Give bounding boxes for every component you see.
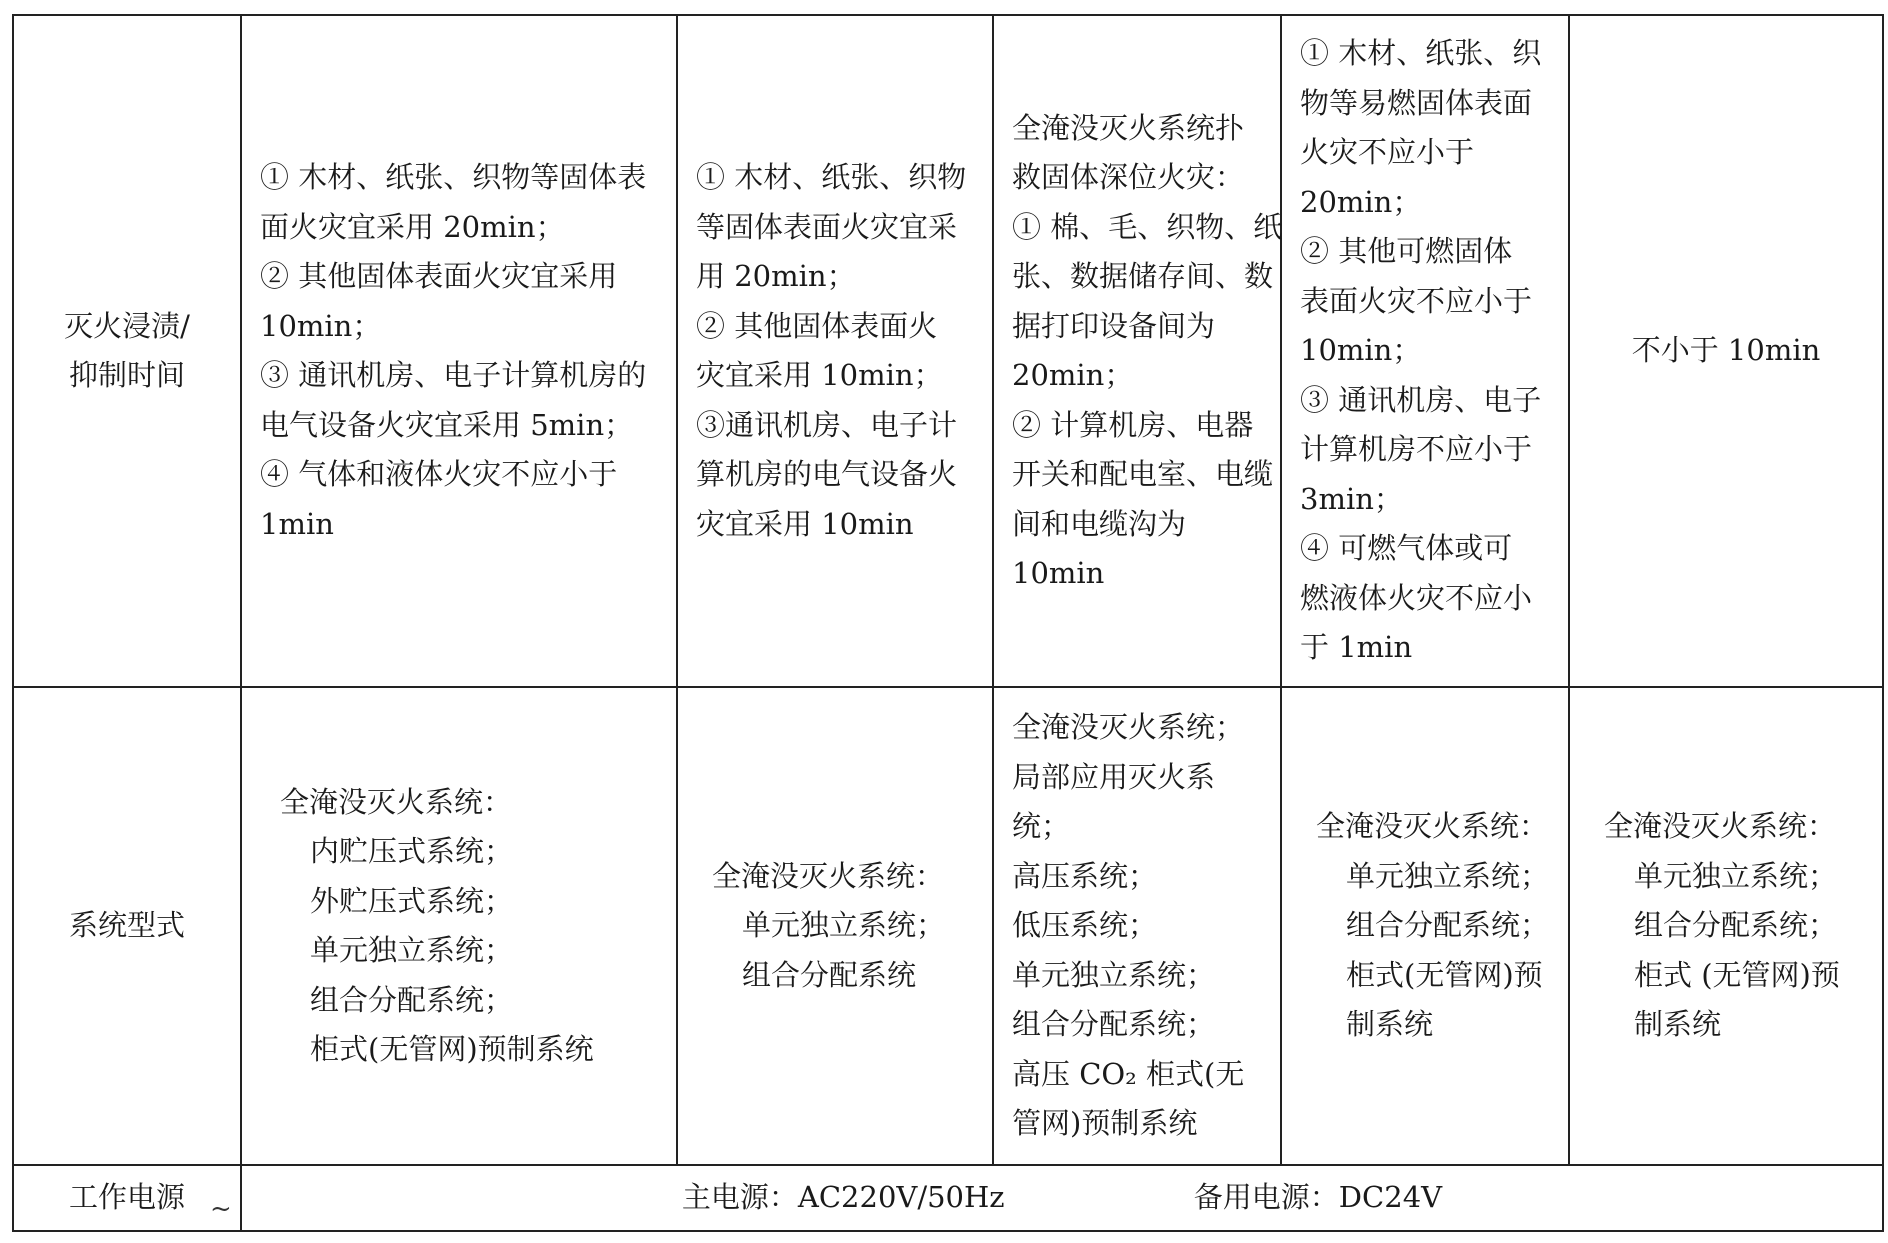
cell-line: 柜式(无管网)预 [1346, 957, 1543, 992]
cell-line: 组合分配系统； [1012, 1007, 1216, 1042]
cell-line: 10min； [260, 308, 382, 343]
cell-system-col3 [993, 687, 1281, 1165]
cell-line: 灭火浸渍/ [64, 308, 190, 343]
cell-line: 电气设备火灾宜采用 5min； [260, 407, 634, 442]
cell-line: 全淹没灭火系统： [1604, 809, 1837, 844]
cell-duration-col1 [241, 15, 677, 687]
cell-line: 灾宜采用 10min [696, 506, 914, 541]
cell-system-col4 [1281, 687, 1569, 1165]
table-row-duration [13, 15, 1883, 687]
main-power-text: 主电源：AC220V/50Hz [681, 1180, 1005, 1215]
cell-line: 于 1min [1300, 630, 1413, 665]
cell-line: 面火灾宜采用 20min； [260, 209, 565, 244]
cell-line: 不小于 10min [1631, 333, 1821, 368]
cell-line: 3min； [1300, 481, 1403, 516]
cell-line: 单元独立系统； [742, 908, 946, 943]
cell-line: ① 棉、毛、织物、纸 [1012, 209, 1283, 244]
cell-line: 单元独立系统； [1346, 858, 1550, 893]
cell-line: 灾宜采用 10min； [696, 358, 943, 392]
cell-line: 火灾不应小于 [1300, 135, 1475, 170]
cell-line: 张、数据储存间、数 [1012, 259, 1274, 293]
cell-line: 全淹没灭火系统； [1012, 710, 1245, 745]
cell-system-col2 [677, 687, 993, 1165]
table-row-system [13, 687, 1883, 1165]
cell-line: ① 木材、纸张、织 [1300, 36, 1542, 71]
cell-line: 全淹没灭火系统： [1316, 809, 1549, 844]
cell-line: 1min [260, 506, 334, 541]
cell-line: 组合分配系统 [742, 957, 917, 992]
spec-table [12, 14, 1884, 1232]
row-header-power: 工作电源 [13, 1165, 241, 1231]
cell-line: 柜式(无管网)预制系统 [310, 1032, 594, 1066]
cell-line: 高压 CO₂ 柜式(无 [1012, 1056, 1245, 1091]
cell-line: 系统型式 [68, 908, 185, 943]
cell-line: 等固体表面火灾宜采 [696, 209, 958, 244]
cell-line: 用 20min； [696, 259, 856, 293]
cell-line: 局部应用灭火系 [1012, 759, 1216, 794]
cell-line: 全淹没灭火系统扑 [1012, 110, 1245, 145]
cell-line: 统； [1012, 809, 1071, 844]
cell-line: 高压系统； [1012, 858, 1158, 893]
cell-line: ③通讯机房、电子计 [696, 407, 958, 442]
cell-line: 表面火灾不应小于 [1300, 283, 1533, 318]
cell-line: ② 其他固体表面火 [696, 308, 938, 343]
cell-line: 20min； [1300, 184, 1422, 219]
cell-line: 全淹没灭火系统： [280, 784, 513, 819]
cell-system-col1 [241, 687, 677, 1165]
cell-line: 计算机房不应小于 [1300, 432, 1533, 467]
cell-line: ① 木材、纸张、织物等固体表 [260, 160, 647, 194]
cell-line: 燃液体火灾不应小 [1300, 580, 1533, 615]
cell-line: 据打印设备间为 [1012, 308, 1216, 343]
power-cell [241, 1165, 1883, 1231]
cell-line: 组合分配系统； [1346, 908, 1550, 943]
cell-line: ③ 通讯机房、电子计算机房的 [260, 358, 647, 392]
row-header-duration [13, 15, 241, 687]
backup-power-text: 备用电源：DC24V [1193, 1180, 1443, 1215]
cell-line: 算机房的电气设备火 [696, 457, 958, 491]
cell-line: ② 其他固体表面火灾宜采用 [260, 259, 618, 293]
cell-duration-col5 [1569, 15, 1883, 687]
cell-line: ① 木材、纸张、织物 [696, 160, 967, 194]
cell-line: 组合分配系统； [1634, 908, 1838, 943]
cell-line: 组合分配系统； [310, 982, 514, 1017]
table-row-power [13, 1165, 1883, 1231]
cell-duration-col2 [677, 15, 993, 687]
cell-line: 10min [1012, 556, 1105, 590]
cell-line: 外贮压式系统； [310, 883, 514, 918]
cell-system-col5 [1569, 687, 1883, 1165]
cell-line: ② 计算机房、电器 [1012, 407, 1254, 442]
cell-line: 抑制时间 [68, 358, 185, 392]
cell-line: ④ 可燃气体或可 [1300, 531, 1513, 566]
cell-line: 救固体深位火灾： [1012, 160, 1245, 194]
cell-line: 间和电缆沟为 [1012, 506, 1187, 541]
cell-line: 20min； [1012, 358, 1134, 392]
cell-line: 单元独立系统； [310, 933, 514, 967]
cell-line: 物等易燃固体表面 [1300, 85, 1533, 120]
cell-line: 制系统 [1346, 1007, 1434, 1042]
cell-line: 管网)预制系统 [1012, 1106, 1198, 1141]
cell-line: 内贮压式系统； [310, 834, 514, 868]
cell-line: 制系统 [1634, 1007, 1722, 1042]
cell-line: ③ 通讯机房、电子 [1300, 382, 1542, 417]
cell-line: ② 其他可燃固体 [1300, 234, 1513, 269]
cell-line: 全淹没灭火系统： [712, 858, 945, 893]
cell-line: 柜式 (无管网)预 [1634, 957, 1840, 992]
cell-line: 开关和配电室、电缆 [1012, 457, 1274, 491]
cell-line: 10min； [1300, 333, 1422, 368]
cell-duration-col4 [1281, 15, 1569, 687]
cell-line: 低压系统； [1012, 908, 1158, 943]
cell-line: 单元独立系统； [1012, 957, 1216, 992]
scan-mark: ~ [210, 1194, 232, 1224]
row-header-system [13, 687, 241, 1165]
cell-line: 单元独立系统； [1634, 858, 1838, 893]
cell-duration-col3 [993, 15, 1281, 687]
cell-line: ④ 气体和液体火灾不应小于 [260, 457, 618, 491]
